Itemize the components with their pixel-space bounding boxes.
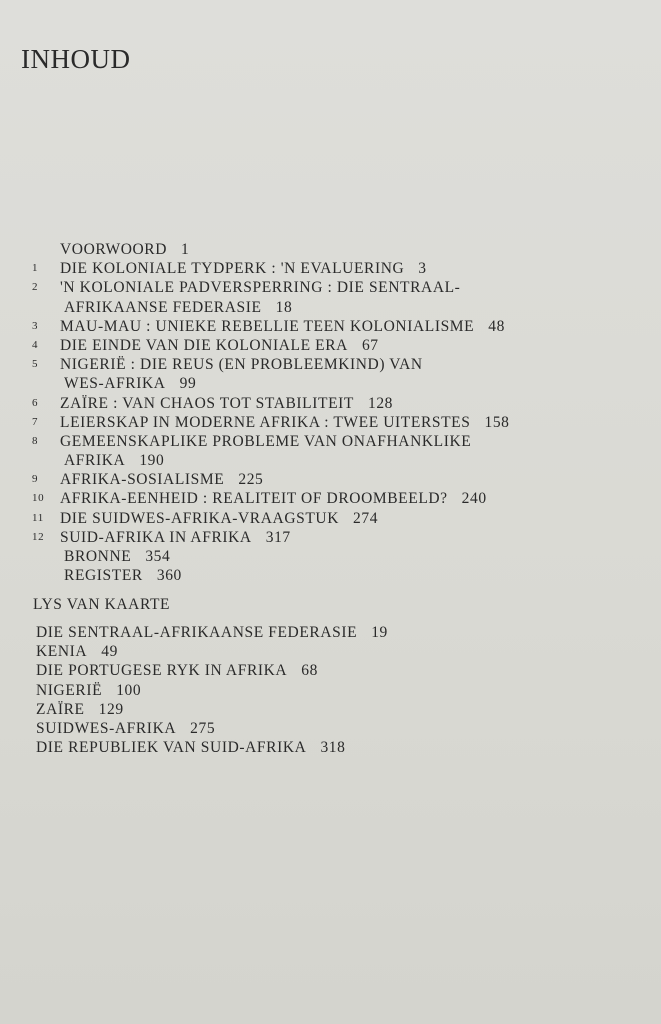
chapter-title [60, 528, 291, 547]
page-number: 100 [116, 681, 142, 699]
chapter-title [60, 278, 474, 297]
toc-entry [0, 489, 661, 508]
chapter-title [64, 298, 292, 317]
chapter-title [60, 509, 378, 528]
map-title-text: NIGERIË [36, 681, 103, 699]
map-entry [0, 642, 661, 661]
chapter-title-text: MAU-MAU : UNIEKE REBELLIE TEEN KOLONIALISME [60, 317, 475, 335]
map-title [36, 700, 124, 719]
chapter-title-text: VOORWOORD [60, 241, 168, 258]
chapter-number: 6 [32, 396, 39, 409]
page-number: 360 [156, 567, 182, 585]
toc-entry [0, 413, 661, 432]
page-number: 67 [361, 336, 379, 354]
toc-entry [0, 432, 661, 451]
map-title [36, 719, 215, 738]
map-title [36, 738, 346, 757]
toc-entry [0, 470, 661, 489]
page-number: 18 [275, 298, 293, 316]
chapter-number: 12 [32, 530, 45, 543]
page-number: 318 [320, 739, 346, 757]
map-title-text: ZAÏRE [36, 700, 85, 718]
chapter-title-text: NIGERIË : DIE REUS (EN PROBLEEMKIND) VAN [60, 356, 423, 374]
map-entry [0, 623, 661, 642]
chapter-title-text: SUID-AFRIKA IN AFRIKA [60, 528, 252, 546]
toc-entry [0, 278, 661, 297]
map-title [36, 661, 318, 680]
chapter-number: 5 [32, 358, 39, 371]
page-number: 275 [190, 719, 216, 737]
chapter-number: 10 [32, 492, 45, 505]
toc-entry [0, 355, 661, 374]
page-number: 317 [265, 528, 291, 546]
map-title [36, 642, 118, 661]
page-number: 274 [353, 509, 379, 527]
chapter-title-text: AFRIKA [64, 452, 126, 470]
table-of-contents [0, 240, 661, 585]
chapter-title [60, 336, 379, 355]
chapter-number: 2 [32, 281, 39, 294]
toc-entry [0, 259, 661, 278]
page-number: 158 [484, 413, 510, 431]
chapter-title-text: AFRIKA-EENHEID : REALITEIT OF DROOMBEELD? [60, 490, 448, 508]
page-number: 68 [301, 662, 318, 680]
chapter-title-text: ZAÏRE : VAN CHAOS TOT STABILITEIT [60, 394, 354, 412]
page-number: 190 [139, 452, 165, 470]
chapter-title [60, 259, 427, 278]
chapter-number: 3 [32, 319, 39, 332]
chapter-title [64, 374, 196, 393]
page-number: 49 [101, 643, 118, 661]
page-number: 240 [461, 490, 487, 508]
toc-entry [0, 240, 661, 259]
map-title-text: DIE PORTUGESE RYK IN AFRIKA [36, 662, 288, 680]
toc-entry [0, 298, 661, 317]
map-title-text: DIE SENTRAAL-AFRIKAANSE FEDERASIE [36, 624, 358, 641]
page-number: 225 [238, 471, 264, 489]
chapter-title [60, 317, 505, 336]
page-number: 3 [418, 260, 427, 278]
page-number: 354 [145, 548, 171, 565]
map-entry [0, 719, 661, 738]
page-number: 48 [488, 317, 505, 335]
toc-entry [0, 528, 661, 547]
chapter-number: 8 [32, 434, 39, 447]
map-title-text: DIE REPUBLIEK VAN SUID-AFRIKA [36, 739, 307, 757]
chapter-number: 11 [32, 511, 44, 524]
chapter-number: 4 [32, 338, 39, 351]
toc-entry [0, 336, 661, 355]
toc-entry [0, 547, 661, 566]
chapter-title-text: GEMEENSKAPLIKE PROBLEME VAN ONAFHANKLIKE [60, 432, 472, 450]
toc-entry [0, 566, 661, 585]
chapter-title [60, 470, 263, 489]
toc-entry [0, 317, 661, 336]
chapter-title-text: 'N KOLONIALE PADVERSPERRING : DIE SENTRAAL- [60, 279, 461, 297]
toc-entry [0, 509, 661, 528]
map-title-text: KENIA [36, 643, 88, 661]
chapter-number: 7 [32, 415, 39, 428]
chapter-title-text: AFRIKAANSE FEDERASIE [64, 298, 262, 316]
chapter-title-text: DIE EINDE VAN DIE KOLONIALE ERA [60, 336, 348, 354]
map-entry [0, 700, 661, 719]
chapter-title-text: REGISTER [64, 567, 143, 585]
map-title-text: SUIDWES-AFRIKA [36, 719, 177, 737]
page-number: 1 [181, 241, 190, 258]
chapter-title [60, 355, 437, 374]
page-title: INHOUD [21, 44, 131, 74]
page-number: 99 [179, 375, 197, 393]
chapter-title [64, 566, 182, 585]
chapter-title-text: LEIERSKAP IN MODERNE AFRIKA : TWEE UITERSTES [60, 413, 471, 431]
chapter-title [64, 547, 170, 566]
chapter-title [60, 489, 487, 508]
chapter-title [60, 413, 510, 432]
list-of-maps [0, 623, 661, 757]
page-number: 128 [367, 394, 394, 412]
chapter-title-text: DIE SUIDWES-AFRIKA-VRAAGSTUK [60, 509, 339, 527]
chapter-number: 9 [32, 473, 39, 486]
maps-heading: LYS VAN KAARTE [33, 596, 171, 613]
chapter-title-text: WES-AFRIKA [64, 375, 166, 393]
toc-entry [0, 394, 661, 413]
chapter-title [60, 240, 189, 259]
chapter-number: 1 [32, 262, 39, 275]
page-number: 129 [98, 700, 124, 718]
toc-entry [0, 374, 661, 393]
chapter-title [60, 394, 393, 413]
chapter-title-text: DIE KOLONIALE TYDPERK : 'N EVALUERING [60, 260, 405, 278]
chapter-title-text: AFRIKA-SOSIALISME [60, 471, 225, 489]
map-entry [0, 681, 661, 700]
map-entry [0, 738, 661, 757]
page-number: 19 [371, 624, 388, 641]
chapter-title [60, 432, 485, 451]
toc-entry [0, 451, 661, 470]
chapter-title [64, 451, 164, 470]
map-title [36, 623, 388, 642]
map-title [36, 681, 141, 700]
map-entry [0, 661, 661, 680]
chapter-title-text: BRONNE [64, 548, 132, 565]
